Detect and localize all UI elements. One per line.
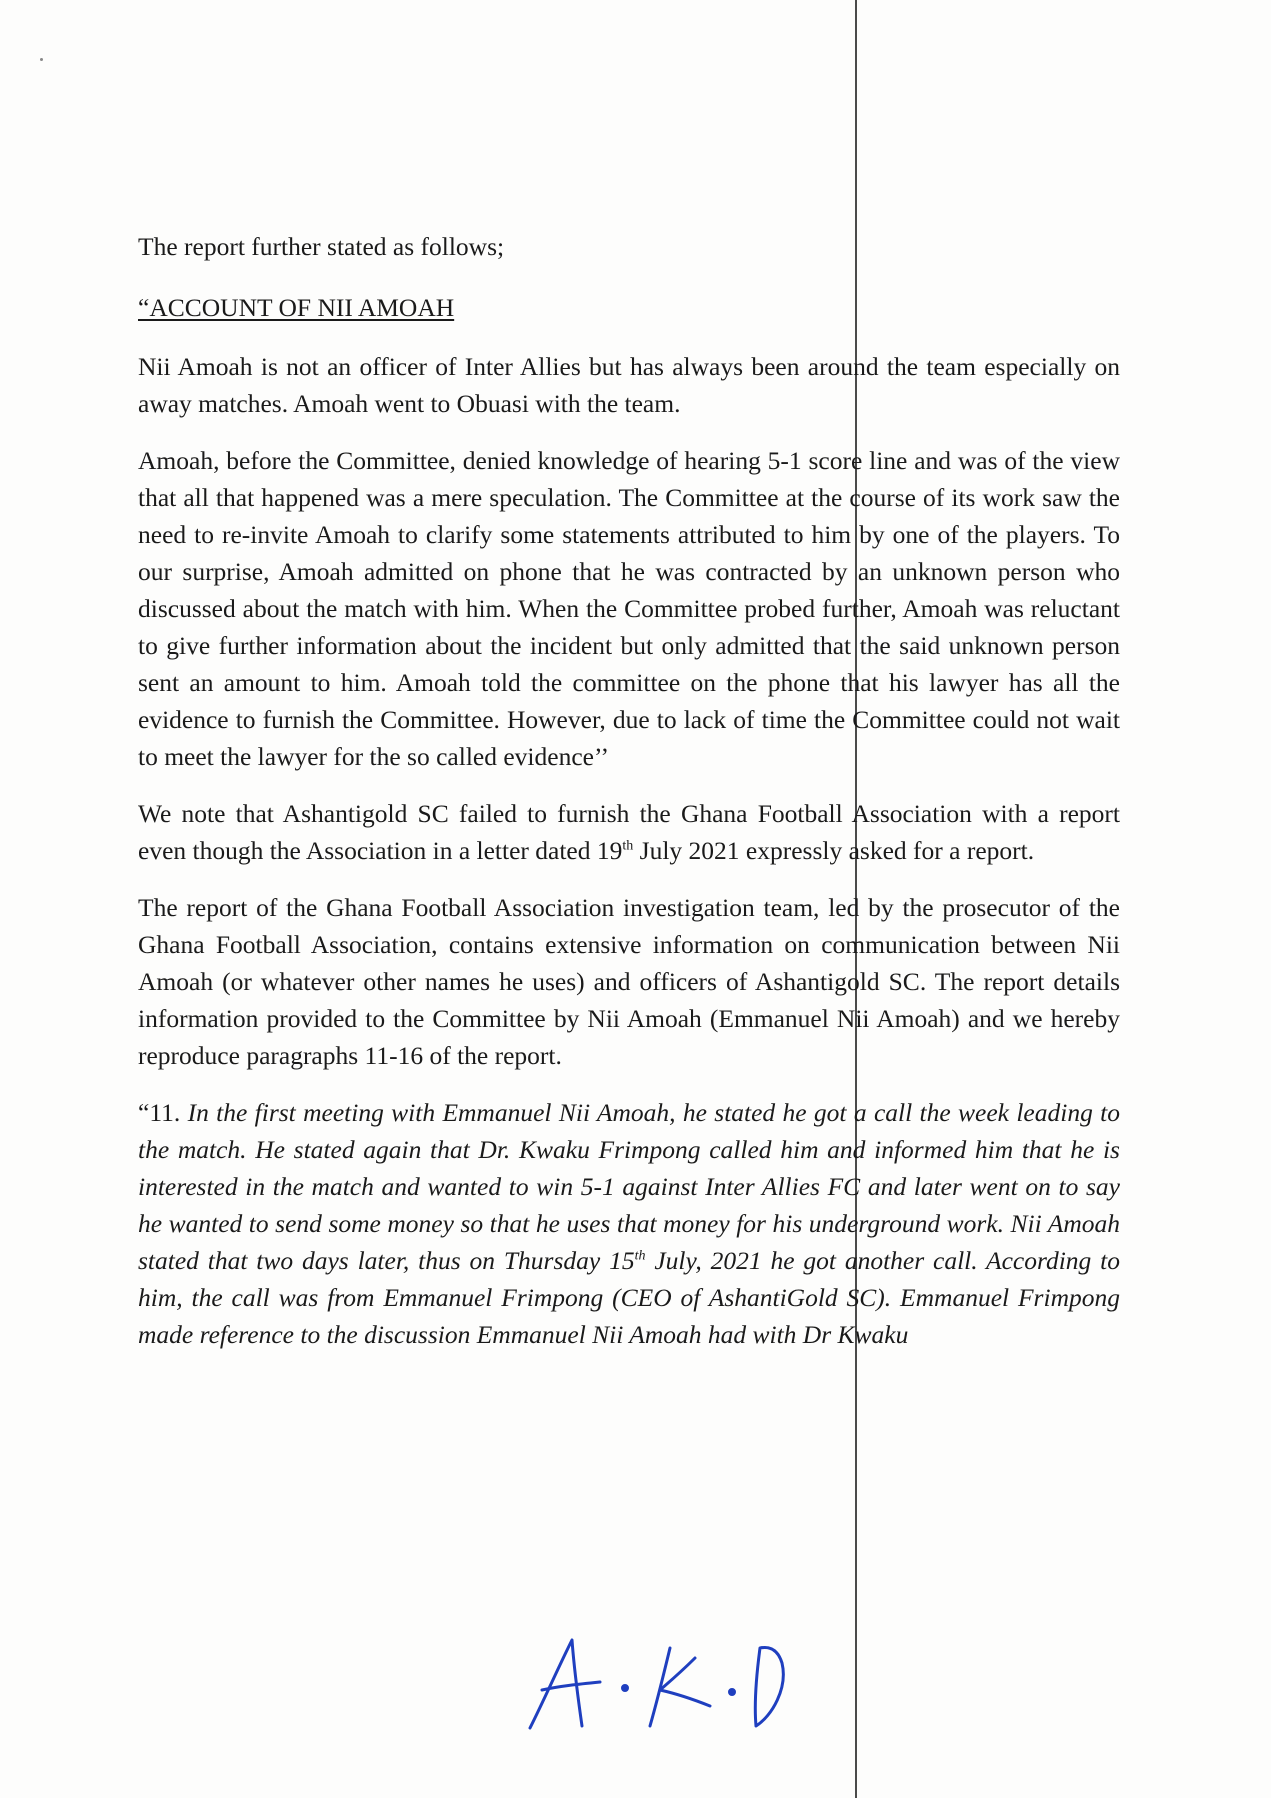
note-paragraph — [138, 795, 1120, 869]
quote-number: “11. — [138, 1098, 188, 1127]
body-paragraph-1: Nii Amoah is not an officer of Inter Allies but has always been around the team especially on away matches. Amoah went to Obuasi with the team. — [138, 352, 1120, 418]
quoted-paragraph-11 — [138, 1094, 1120, 1353]
note-text-before: We note that Ashantigold SC failed to furnish the Ghana Football Association with a report even though the Association in a letter dated 19 — [138, 799, 1120, 865]
report-paragraph: The report of the Ghana Football Association investigation team, led by the prosecutor of the Ghana Football Association, contains extensive information on communication between Nii Amoah (or whatever other names he uses) and officers of Ashantigold SC. The report details information provided to the Committee by Nii Amoah (Emmanuel Nii Amoah) and we hereby reproduce paragraphs 11-16 of the report. — [138, 893, 1120, 1070]
scan-speck — [40, 58, 43, 61]
intro-line: The report further stated as follows; — [138, 232, 505, 261]
document-body — [138, 228, 1120, 1373]
note-superscript: th — [622, 838, 634, 854]
quote-text-part2: July, 2021 he got another call. According to him, the call was from Emmanuel Frimpong (CEO of AshantiGold SC). Emmanuel Frimpong made reference to the discussion Emmanuel Nii Amoah had with Dr Kwaku — [138, 1246, 1120, 1349]
section-heading: “ACCOUNT OF NII AMOAH — [138, 293, 455, 322]
note-text-after: July 2021 expressly asked for a report. — [633, 836, 1035, 865]
handwritten-initials-signature — [520, 1628, 800, 1738]
quote-text-part1: In the first meeting with Emmanuel Nii Amoah, he stated he got a call the week leading to the match. He stated again that Dr. Kwaku Frimpong called him and informed him that he is interested in the match and wanted to win 5-1 against Inter Allies FC and later went on to say he wanted to send some money so that he uses that money for his underground work. Nii Amoah stated that two days later, thus on Thursday 15 — [138, 1098, 1120, 1275]
quote-superscript: th — [634, 1248, 646, 1264]
body-paragraph-2: Amoah, before the Committee, denied knowledge of hearing 5-1 score line and was of the view that all that happened was a mere speculation. The Committee at the course of its work saw the need to re-invite Amoah to clarify some statements attributed to him by one of the players. To our surprise, Amoah admitted on phone that he was contracted by an unknown person who discussed about the match with him. When the Committee probed further, Amoah was reluctant to give further information about the incident but only admitted that the said unknown person sent an amount to him. Amoah told the committee on the phone that his lawyer has all the evidence to furnish the Committee. However, due to lack of time the Committee could not wait to meet the lawyer for the so called evidence’’ — [138, 446, 1120, 771]
